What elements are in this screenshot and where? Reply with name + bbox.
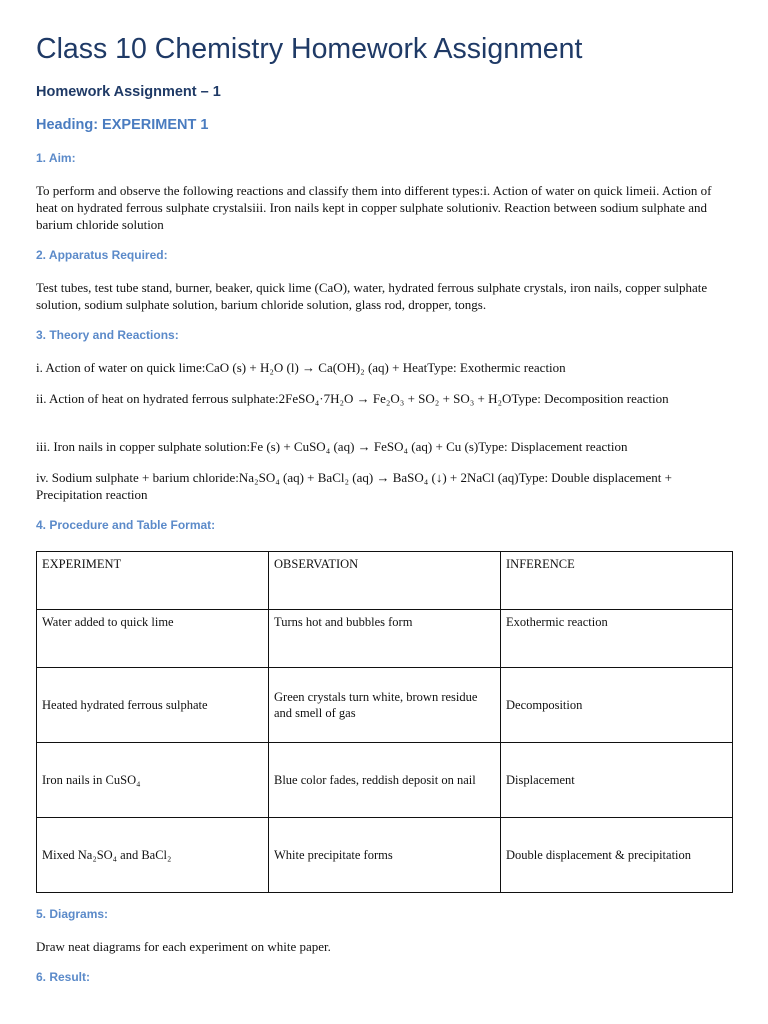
table-cell: Green crystals turn white, brown residue and smell of gas (269, 668, 501, 743)
aim-text: To perform and observe the following reactions and classify them into different types:i. Action of water on quick limeii. Action of heat on hydrated ferrous sulphate crystalsiii. Iron nails kept in copper sulphate solutioniv. Reaction between sodium sulphate and barium chloride solution (36, 183, 712, 232)
experiment-heading: Heading: EXPERIMENT 1 (36, 117, 209, 133)
apparatus-text: Test tubes, test tube stand, burner, beaker, quick lime (CaO), water, hydrated ferrous sulphate crystals, iron nails, copper sulphate solution, sodium sulphate solution, barium chloride solution, glass rod, dropper, tongs. (36, 280, 708, 312)
table-cell: Displacement (501, 743, 733, 818)
table-row (37, 818, 733, 893)
reaction-3: iii. Iron nails in copper sulphate solution:Fe (s) + CuSO₄ (aq) → FeSO₄ (aq) + Cu (s)Type: Displacement reaction (36, 439, 628, 454)
theory-heading: 3. Theory and Reactions: (36, 328, 179, 342)
reaction-4: iv. Sodium sulphate + barium chloride:Na₂SO₄ (aq) + BaCl₂ (aq) → BaSO₄ (↓) + 2NaCl (aq)Type: Double displacement + Precipitation reaction (36, 470, 672, 502)
reaction-2: ii. Action of heat on hydrated ferrous sulphate:2FeSO₄·7H₂O → Fe₂O₃ + SO₂ + SO₃ + H₂OType: Decomposition reaction (36, 391, 669, 406)
table-header-cell: OBSERVATION (269, 552, 501, 610)
table-cell: Blue color fades, reddish deposit on nail (269, 743, 501, 818)
table-row (37, 743, 733, 818)
table-row (37, 610, 733, 668)
table-cell: Turns hot and bubbles form (269, 610, 501, 668)
table-row (37, 668, 733, 743)
apparatus-heading: 2. Apparatus Required: (36, 248, 168, 262)
table-cell: Iron nails in CuSO₄ (37, 743, 269, 818)
table-header-cell: INFERENCE (501, 552, 733, 610)
table-header-row (37, 552, 733, 610)
diagrams-text: Draw neat diagrams for each experiment on white paper. (36, 939, 331, 954)
result-heading: 6. Result: (36, 970, 91, 984)
observation-table (36, 551, 733, 893)
table-cell: White precipitate forms (269, 818, 501, 893)
table-cell: Decomposition (501, 668, 733, 743)
procedure-heading: 4. Procedure and Table Format: (36, 518, 216, 532)
table-cell: Water added to quick lime (37, 610, 269, 668)
table-header-cell: EXPERIMENT (37, 552, 269, 610)
assignment-heading: Homework Assignment – 1 (36, 84, 221, 100)
document-title: Class 10 Chemistry Homework Assignment (36, 33, 583, 65)
table-cell: Exothermic reaction (501, 610, 733, 668)
reaction-1: i. Action of water on quick lime:CaO (s) + H₂O (l) → Ca(OH)₂ (aq) + HeatType: Exothermic reaction (36, 360, 566, 375)
aim-heading: 1. Aim: (36, 151, 76, 165)
diagrams-heading: 5. Diagrams: (36, 907, 109, 921)
table-cell: Mixed Na₂SO₄ and BaCl₂ (37, 818, 269, 893)
table-cell: Double displacement & precipitation (501, 818, 733, 893)
table-cell: Heated hydrated ferrous sulphate (37, 668, 269, 743)
